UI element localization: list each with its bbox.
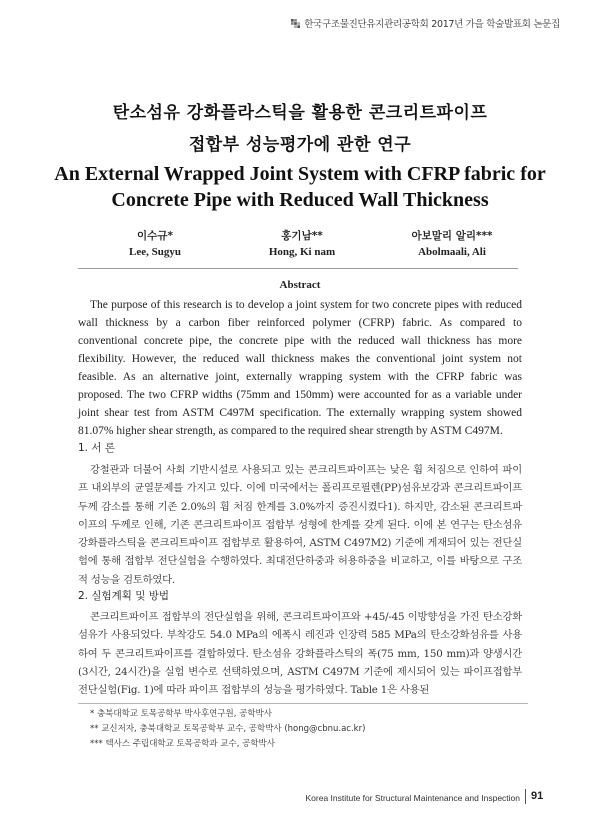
footnote-3: *** 텍사스 주립대학교 토목공학과 교수, 공학박사 bbox=[90, 739, 275, 749]
author-3 bbox=[372, 228, 532, 258]
author-2-english-name: Hong, Ki nam bbox=[268, 246, 336, 258]
footnote-1: * 충북대학교 토목공학부 박사후연구원, 공학박사 bbox=[90, 709, 272, 719]
footnote-2: ** 교신저자, 충북대학교 토목공학부 교수, 공학박사 (hong@cbnu.ac.kr) bbox=[90, 724, 366, 734]
page-number: 91 bbox=[531, 790, 544, 802]
author-1-korean-name: 이수규* bbox=[137, 230, 173, 242]
korean-title-line-1: 탄소섬유 강화플라스틱을 활용한 콘크리트파이프 bbox=[112, 103, 488, 123]
abstract-body: The purpose of this research is to develop a joint system for two concrete pipes with reduced wall thickness by a carbon fiber reinforced polymer (CFRP) fabric. As compared to conventional concrete pipe, the concrete pipe with the reduced wall thickness has more flexibility. However, the reduced wall thickness makes the conventional joint system not feasible. As an alternative joint, externally wrapping system with the CFRP fabric was proposed. The two CFRP widths (75mm and 150mm) were accounted for as a variable under joint shear test from ASTM C497M specification. The externally wrapping system showed 81.07% higher shear strength, as compared to the required shear strength by ASTM C497M. bbox=[78, 299, 522, 437]
journal-name: 한국구조물진단유지관리공학회 2017년 가을 학술발표회 논문집 bbox=[304, 19, 560, 30]
abstract-divider bbox=[78, 268, 518, 269]
footer-separator bbox=[525, 789, 526, 804]
footnote-divider bbox=[78, 703, 528, 704]
abstract-heading: Abstract bbox=[279, 279, 321, 291]
section-2-body: 콘크리트파이프 접합부의 전단실험을 위해, 콘크리트파이프와 +45/-45 이방향성을 가진 탄소강화섬유가 사용되었다. 부착강도 54.0 MPa의 에폭시 레진과 인장력 585 MPa의 탄소강화섬유를 사용하여 두 콘크리트파이프를 결합하였다. 탄소섬유 강화플라스틱의 폭(75 mm, 150 mm)과 양생시간(3시간, 24시간)을 실험 변수로 선택하였으며, ASTM C497M 기준에 제시되어 있는 파이프접합부 전단실험(Fig. 1)에 따라 파이프 접합부의 성능을 평가하였다. Table 1은 사용된 bbox=[78, 611, 522, 697]
english-title-line-1: An External Wrapped Joint System with CFRP fabric for bbox=[54, 163, 546, 185]
section-2-heading: 2. 실험계획 및 방법 bbox=[78, 590, 170, 602]
author-1-english-name: Lee, Sugyu bbox=[129, 246, 181, 258]
section-1-body: 강철관과 더불어 사회 기반시설로 사용되고 있는 콘크리트파이프는 낮은 휨 처짐으로 인하여 파이프 내외부의 균열문제를 가지고 있다. 이에 미국에서는 폴리프로필렌(PP)섬유보강과 콘크리트파이프 두께 감소를 통해 기존 2.0%의 휨 처짐 한계를 3.0%까지 증진시켰다1). 하지만, 감소된 콘크리트파이프의 두께로 인해, 기존 콘크리트파이프 접합부 성형에 한계를 갖게 된다. 이에 본 연구는 탄소섬유 강화플라스틱을 콘크리트파이프 접합부로 활용하여, ASTM C497M2) 기준에 게재되어 있는 전단실험에 통해 접합부 전단실험을 수행하였다. 최대전단하중과 허용하중을 비교하고, 이를 바탕으로 구조적 성능을 검토하였다. bbox=[78, 464, 522, 586]
author-3-english-name: Abolmaali, Ali bbox=[418, 246, 486, 258]
english-title-line-2: Concrete Pipe with Reduced Wall Thickness bbox=[111, 189, 489, 211]
author-3-korean-name: 아보말리 알리*** bbox=[411, 230, 493, 242]
korean-title-line-2: 접합부 성능평가에 관한 연구 bbox=[188, 135, 412, 155]
author-2 bbox=[222, 228, 382, 258]
footnotes bbox=[90, 707, 520, 752]
footer-organization: Korea Institute for Structural Maintenance and Inspection bbox=[305, 793, 520, 803]
author-2-korean-name: 홍기남** bbox=[281, 230, 323, 242]
running-header bbox=[0, 16, 560, 30]
journal-logo-icon bbox=[291, 19, 300, 28]
author-1 bbox=[75, 228, 235, 258]
section-1-heading: 1. 서 론 bbox=[78, 442, 115, 454]
